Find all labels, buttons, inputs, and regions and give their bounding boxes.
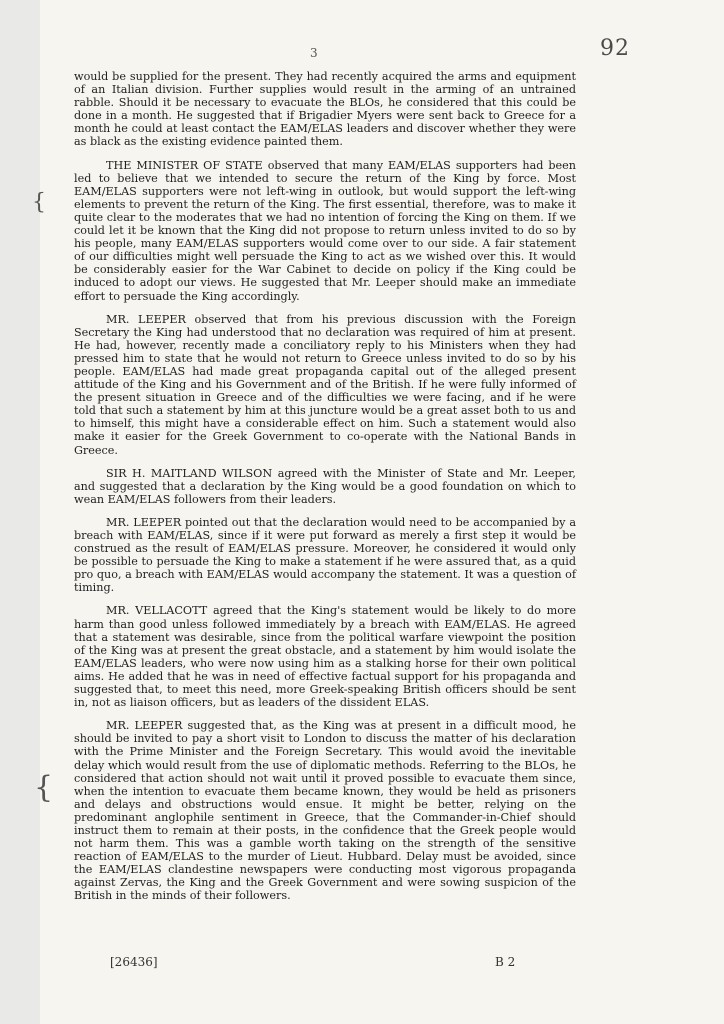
paragraph-text: agreed that the King's statement would be likely to do more harm than good unless followed immediately by a breach with EAM/ELAS. He agreed that a statement was desirable, since from the political warfare viewpoint the position of the King was at present the great obstacle, and a statement by him would isolate the EAM/ELAS leaders, who were now using him as a stalking horse for their own political aims. He added that he was in need of effective factual support for his propaganda and suggested that, to meet this need, more Greek-speaking British officers should be sent in, not as liaison officers, but as leaders of the dissident ELAS. [74,604,576,710]
speaker-name: MR. LEEPER [106,719,183,733]
speaker-name: SIR H. MAITLAND WILSON [106,466,273,480]
page-number: 92 [600,36,630,61]
paragraph [74,604,576,709]
minutes-body [74,70,576,913]
paragraph-text: pointed out that the declaration would need to be accompanied by a breach with EAM/ELAS, since if it were put forward as merely a first step it would be construed as the result of EAM/ELAS pressure. Moreover, he considered it would only be possible to persuade the King to make a statement if he were assured that, as a quid pro quo, a breach with EAM/ELAS would accompany the statement. It was a question of timing. [74,515,577,595]
margin-bracket-mark: { [34,770,54,805]
speaker-name: MR. LEEPER [106,515,182,529]
speaker-name: THE MINISTER OF STATE [106,158,263,172]
paragraph [74,467,576,506]
page-mark: 3 [310,46,318,60]
paragraph [74,159,576,303]
paragraph-text: observed that from his previous discussion with the Foreign Secretary the King had understood that no declaration was required of him at present. He had, however, recently made a conciliatory reply to his Ministers when they had pressed him to state that he would not return to Greece unless invited to do so by his people. EAM/ELAS had made great propaganda capital out of the alleged present attitude of the King and his Government and of the British. If he were fully informed of the present situation in Greece and of the difficulties we were facing, and if he were told that such a statement by him at this juncture would be a great asset both to us and to himself, this might have a considerable effect on him. Such a statement would also make it easier for the Greek Government to co-operate with the National Bands in Greece. [74,312,576,457]
paragraph [74,516,576,595]
paragraph-text: agreed with the Minister of State and Mr. Leeper, and suggested that a declaration by the King would be a good foundation on which to wean EAM/ELAS followers from their leaders. [74,466,576,506]
speaker-name: MR. VELLACOTT [106,604,208,618]
paragraph-text: would be supplied for the present. They had recently acquired the arms and equipment of an Italian division. Further supplies would result in the arming of an untrained rabble. Should it be necessary to evacuate the BLOs, he considered that this could be done in a month. He suggested that if Brigadier Myers were sent back to Greece for a month he could at least contact the EAM/ELAS leaders and discover whether they were as black as the existing evidence painted them. [74,70,576,149]
speaker-name: MR. LEEPER [106,312,186,326]
paragraph [74,719,576,902]
paragraph [74,70,576,149]
paragraph-text: suggested that, as the King was at present in a difficult mood, he should be invited to pay a short visit to London to discuss the matter of his declaration with the Prime Minister and the Foreign Secretary. This would avoid the inevitable delay which would result from the use of diplomatic methods. Referring to the BLOs, he considered that action should not wait until it proved possible to evacuate them since, when the intention to evacuate them became known, they would be held as prisoners and delays and obstructions would ensue. It might be better, relying on the predominant anglophile sentiment in Greece, that the Commander-in-Chief should instruct them to remain at their posts, in the confidence that the Greek people would not harm them. This was a gamble worth taking on the strength of the sensitive reaction of EAM/ELAS to the murder of Lieut. Hubbard. Delay must be avoided, since the EAM/ELAS clandestine newspapers were conducting most vigorous propaganda against Zervas, the King and the Greek Government and were sowing suspicion of the British in the minds of their followers. [74,719,577,903]
document-reference: [26436] [110,955,158,969]
signature-mark: B 2 [495,955,516,969]
paragraph-text: observed that many EAM/ELAS supporters had been led to believe that we intended to secure the return of the King by force. Most EAM/ELAS supporters were not left-wing in outlook, but would support the left-wing elements to prevent the return of the King. The first essential, therefore, was to make it quite clear to the moderates that we had no intention of forcing the King on them. If we could let it be known that the King did not propose to return unless invited to do so by his people, many EAM/ELAS supporters would come over to our side. A fair statement of our difficulties might well persuade the King to act as we wished over this. It would be considerably easier for the War Cabinet to decide on policy if the King could be induced to adopt our views. He suggested that Mr. Leeper should make an immediate effort to persuade the King accordingly. [74,158,576,303]
margin-bracket-mark: { [32,190,46,215]
paragraph [74,313,576,457]
document-page [32,0,724,1024]
